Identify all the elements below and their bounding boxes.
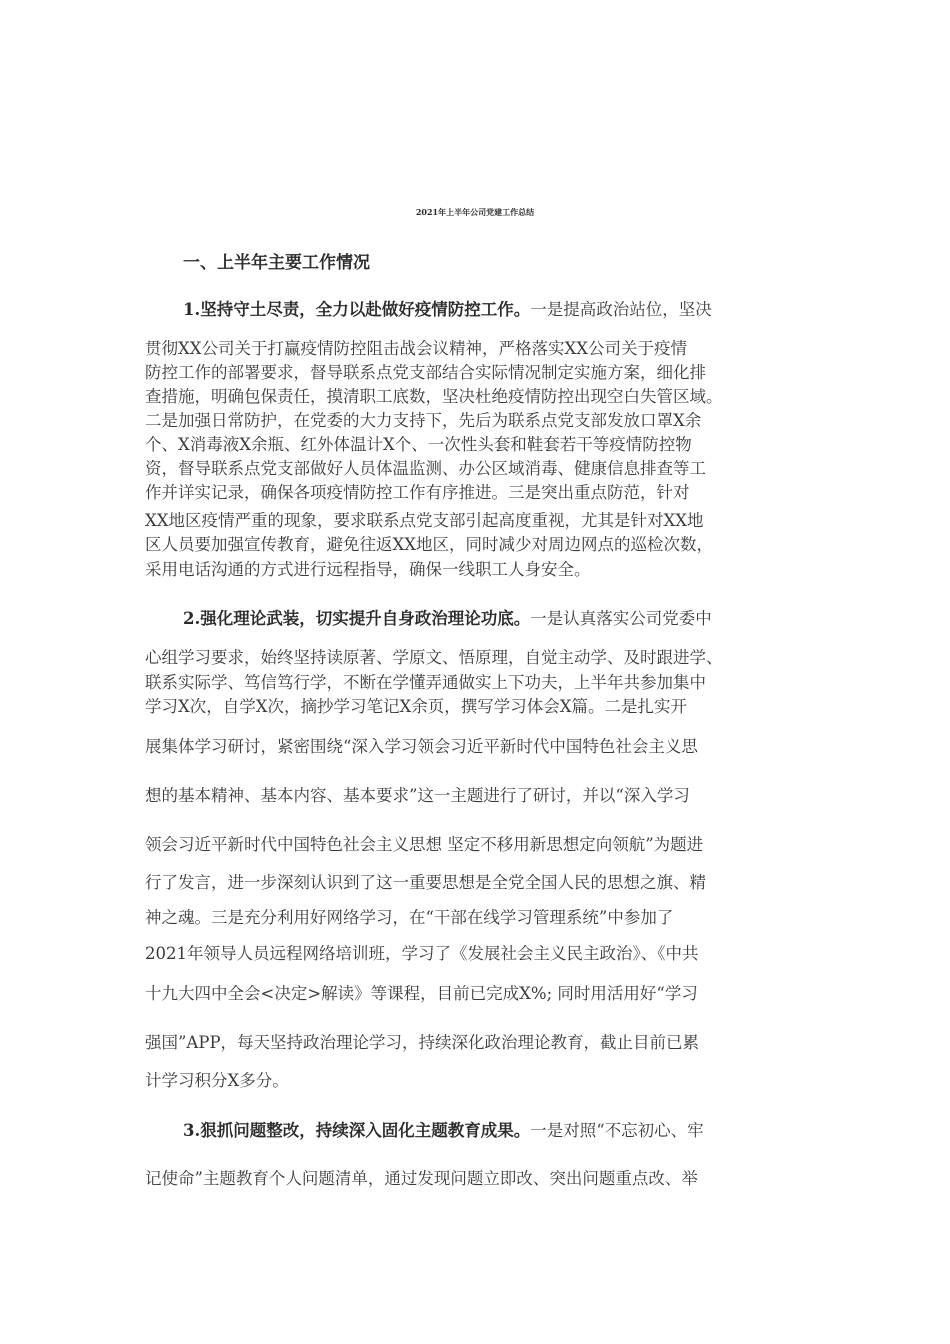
paragraph-1-lead: 1.坚持守土尽责，全力以赴做好疫情防控工作。 (183, 300, 531, 319)
paragraph-1-first-line (183, 298, 712, 322)
document-title: 2021年上半年公司党建工作总结 (415, 207, 535, 217)
paragraph-2-line: 强国”APP，每天坚持政治理论学习，持续深化政治理论教育，截止目前已累 (145, 1033, 700, 1052)
paragraph-1-line: 二是加强日常防护，在党委的大力支持下，先后为联系点党支部发放口罩X余 (145, 411, 702, 430)
paragraph-2-line: 心组学习要求，始终坚持读原著、学原文、悟原理，自觉主动学、及时跟进学、 (145, 648, 723, 667)
paragraph-2-line: 领会习近平新时代中国特色社会主义思想 坚定不移用新思想定向领航”为题进 (145, 835, 704, 854)
paragraph-1-line: 区人员要加强宣传教育，避免往返XX地区，同时减少对周边网点的巡检次数， (145, 535, 713, 554)
paragraph-2-line: 十九大四中全会<决定>解读》等课程，目前已完成X%; 同时用活用好“学习 (145, 984, 698, 1003)
paragraph-2-line: 展集体学习研讨，紧密围绕“深入学习领会习近平新时代中国特色社会主义思 (145, 737, 698, 756)
paragraph-1-line: 防控工作的部署要求，督导联系点党支部结合实际情况制定实施方案，细化排 (145, 363, 706, 382)
section-heading: 一、上半年主要工作情况 (183, 253, 370, 273)
paragraph-2-lead: 2.强化理论武装，切实提升自身政治理论功底。 (183, 609, 531, 628)
paragraph-2-line: 行了发言，进一步深刻认识到了这一重要思想是全党全国人民的思想之旗、精 (145, 873, 706, 892)
paragraph-1-line: 查措施，明确包保责任，摸清职工底数，坚决杜绝疫情防控出现空白失管区域。 (145, 387, 723, 406)
paragraph-2-line: 神之魂。三是充分利用好网络学习，在“干部在线学习管理系统”中参加了 (145, 908, 674, 927)
paragraph-2-line: 2021年领导人员远程网络培训班，学习了《发展社会主义民主政治》、《中共 (145, 944, 699, 963)
paragraph-2-line: 学习X次，自学X次，摘抄学习笔记X余页，撰写学习体会X篇。二是扎实开 (145, 697, 687, 716)
paragraph-2-line: 计学习积分X多分。 (145, 1071, 289, 1090)
paragraph-2-text: 一是认真落实公司党委中 (530, 609, 712, 628)
paragraph-3-text: 一是对照“不忘初心、牢 (530, 1121, 704, 1140)
paragraph-3-lead: 3.狠抓问题整改，持续深入固化主题教育成果。 (183, 1121, 531, 1140)
paragraph-1-line: 贯彻XX公司关于打赢疫情防控阻击战会议精神，严格落实XX公司关于疫情 (145, 339, 687, 358)
paragraph-3-line: 记使命”主题教育个人问题清单，通过发现问题立即改、突出问题重点改、举 (145, 1169, 698, 1188)
paragraph-1-line: 资，督导联系点党支部做好人员体温监测、办公区域消毒、健康信息排查等工 (145, 459, 706, 478)
paragraph-2-first-line (183, 607, 712, 631)
paragraph-1-line: 个、X消毒液X余瓶、红外体温计X个、一次性头套和鞋套若干等疫情防控物 (145, 435, 692, 454)
paragraph-2-line: 联系实际学、笃信笃行学，不断在学懂弄通做实上下功夫，上半年共参加集中 (145, 673, 706, 692)
paragraph-1-line: 采用电话沟通的方式进行远程指导，确保一线职工人身安全。 (145, 560, 591, 579)
paragraph-1-line: XX地区疫情严重的现象，要求联系点党支部引起高度重视，尤其是针对XX地 (145, 511, 704, 530)
paragraph-3-first-line (183, 1119, 704, 1143)
paragraph-2-line: 想的基本精神、基本内容、基本要求”这一主题进行了研讨，并以“深入学习 (145, 786, 690, 805)
paragraph-1-text: 一是提高政治站位，坚决 (530, 300, 712, 319)
paragraph-1-line: 作并详实记录，确保各项疫情防控工作有序推进。三是突出重点防范，针对 (145, 483, 690, 502)
